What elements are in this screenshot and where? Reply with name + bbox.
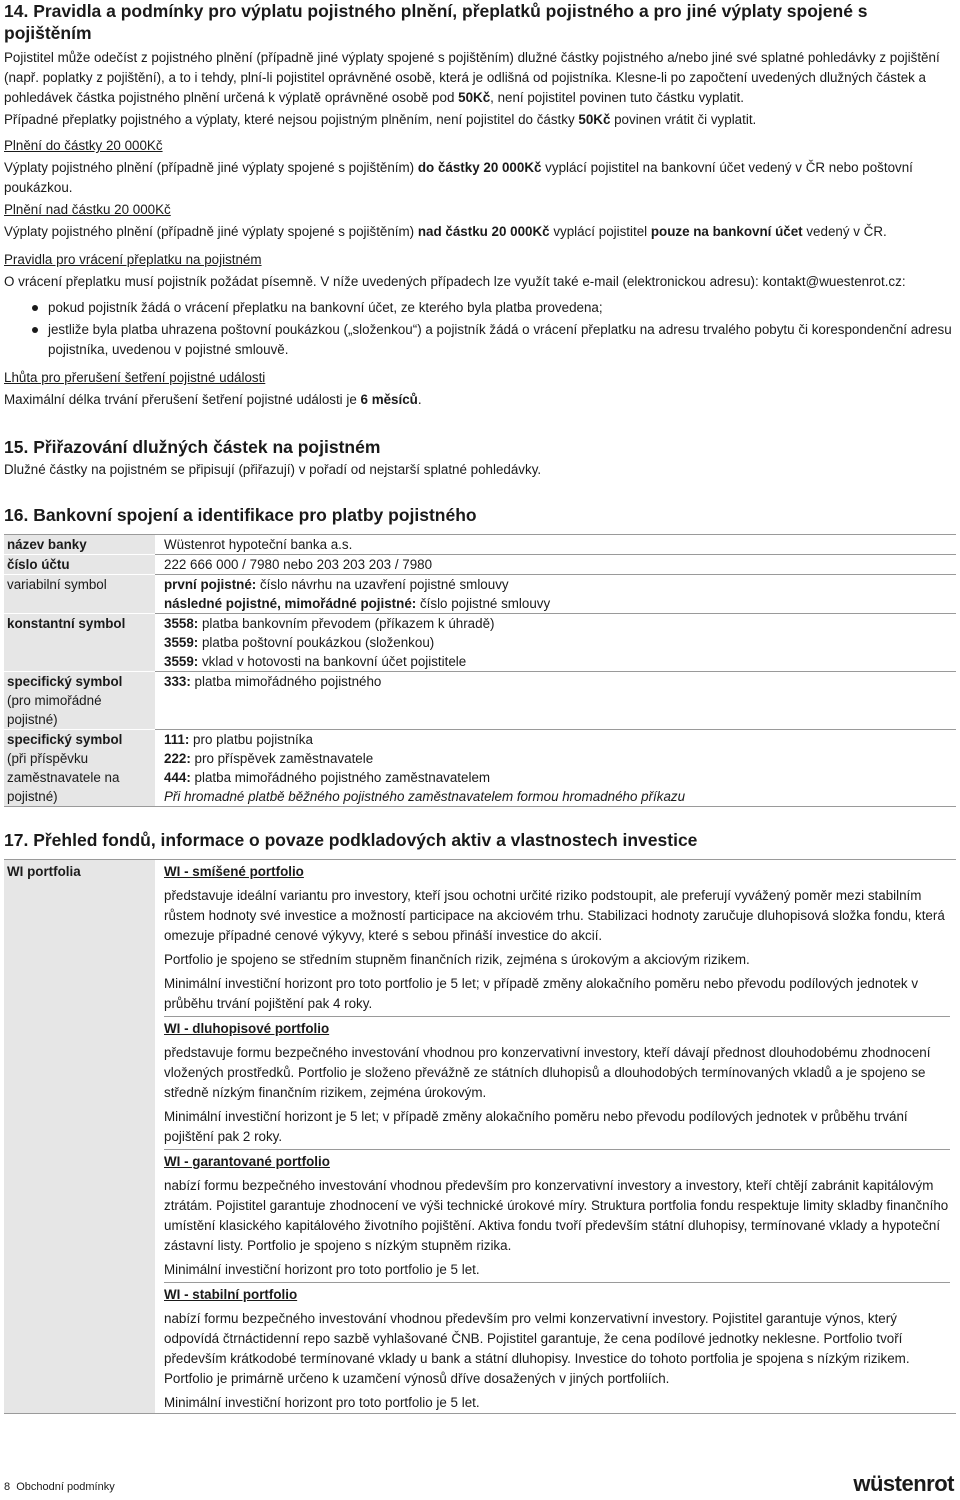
text: platba mimořádného pojistného xyxy=(190,674,382,689)
row-key: číslo účtu xyxy=(4,555,155,575)
label: první pojistné: xyxy=(164,577,257,592)
subheading-plneni-nad: Plnění nad částku 20 000Kč xyxy=(4,202,171,217)
emphasis: 6 měsíců xyxy=(360,392,418,407)
funds-table xyxy=(4,859,956,1414)
value-line xyxy=(164,575,956,594)
label: 333: xyxy=(164,674,191,689)
table-row xyxy=(4,555,956,575)
fund-item xyxy=(164,1149,950,1280)
row-key: variabilní symbol xyxy=(4,575,155,614)
value-line xyxy=(164,672,956,691)
fund-title: WI - dluhopisové portfolio xyxy=(164,1016,950,1039)
s14-paragraph-6 xyxy=(4,390,956,410)
table-row xyxy=(4,730,956,807)
section-15-title: 15. Přiřazování dlužných částek na pojistném xyxy=(4,437,381,457)
row-key: konstantní symbol xyxy=(4,614,155,672)
s14-paragraph-5: O vrácení přeplatku musí pojistník požádat písemně. V níže uvedených případech lze využít také e-mail (elektronickou adresu): kontakt@wuestenrot.cz: xyxy=(4,274,906,289)
text: . xyxy=(417,392,422,407)
row-value xyxy=(155,614,956,672)
row-key xyxy=(4,730,155,807)
label: 222: xyxy=(164,751,191,766)
text: vklad v hotovosti na bankovní účet pojistitele xyxy=(198,654,467,669)
fund-text: Minimální investiční horizont pro toto portfolio je 5 let. xyxy=(164,1395,480,1410)
footer-label: Obchodní podmínky xyxy=(16,1481,115,1493)
page-footer xyxy=(4,1471,956,1498)
key-note: (při příspěvku zaměstnavatele na pojistné) xyxy=(7,751,120,804)
s14-paragraph-3 xyxy=(4,158,956,198)
document-page xyxy=(4,0,956,1414)
fund-text: Minimální investiční horizont je 5 let; v případě změny alokačního poměru nebo převodu podílových jednotek v průběhu trvání pojištění pak 2 roky. xyxy=(164,1109,908,1144)
refund-bullet-list xyxy=(4,298,956,360)
row-value: 222 666 000 / 7980 nebo 203 203 203 / 7980 xyxy=(155,555,956,575)
fund-title: WI - garantované portfolio xyxy=(164,1149,950,1172)
key-note: (pro mimořádné pojistné) xyxy=(7,693,102,727)
amount: do částky 20 000Kč xyxy=(417,160,542,175)
text: vyplácí pojistitel na bankovní účet vedený v ČR nebo poštovní poukázkou. xyxy=(4,160,913,195)
page-number xyxy=(4,1480,115,1494)
section-17-title: 17. Přehled fondů, informace o povaze podkladových aktiv a vlastnostech investice xyxy=(4,830,698,850)
table-row xyxy=(4,575,956,614)
table-row xyxy=(4,672,956,730)
table-row xyxy=(4,535,956,555)
value-line xyxy=(164,652,956,671)
row-value: Wüstenrot hypoteční banka a.s. xyxy=(155,535,956,555)
text: povinen vrátit či vyplatit. xyxy=(610,112,757,127)
amount: 50Kč xyxy=(458,90,491,105)
label: 111: xyxy=(164,732,190,747)
value-line xyxy=(164,749,956,768)
row-value xyxy=(155,575,956,614)
row-key: název banky xyxy=(4,535,155,555)
wuestenrot-logo: wüstenrot xyxy=(853,1471,954,1496)
table-row xyxy=(4,614,956,672)
value-line xyxy=(164,768,956,787)
row-key xyxy=(4,672,155,730)
value-line: Při hromadné platbě běžného pojistného zaměstnavatelem formou hromadného příkazu xyxy=(164,789,686,804)
fund-text: Minimální investiční horizont pro toto portfolio je 5 let; v případě změny alokačního poměru nebo převodu podílových jednotek v průběhu trvání pojištění pak 4 roky. xyxy=(164,976,919,1011)
text: číslo návrhu na uzavření pojistné smlouvy xyxy=(256,577,509,592)
fund-text: nabízí formu bezpečného investování vhodnou především pro konzervativní investory a investory, kteří chtějí zabránit kapitálovým ztrátám. Pojistitel garantuje zhodnocení ve výši technické úrokové míry. Struktura portfolia fondu respektuje limity skladby finančního umístění klasického kapitálového životního pojištění. Aktiva fondu tvoří především státní dluhopisy, termínované vklady a hypoteční zástavní listy. Portfolio je spojeno s nízkým stupněm rizika. xyxy=(164,1178,949,1253)
text: , není pojistitel povinen tuto částku vyplatit. xyxy=(490,90,744,105)
fund-item xyxy=(164,1016,950,1147)
amount: nad částku 20 000Kč xyxy=(417,224,550,239)
value-line xyxy=(164,594,956,613)
text: platba bankovním převodem (příkazem k úhradě) xyxy=(198,616,495,631)
row-value xyxy=(155,730,956,807)
fund-text: představuje formu bezpečného investování vhodnou pro konzervativní investory, kteří dávají přednost dlouhodobému zhodnocení vložených prostředků. Portfolio je složeno převážně ze státních dluhopisů a dlouhodobých termínovaných vkladů a je spojeno se středně nízkým finančním rizikem, zejména úrokovým. xyxy=(164,1045,931,1100)
text: pro příspěvek zaměstnavatele xyxy=(190,751,374,766)
fund-item xyxy=(164,860,950,1014)
emphasis: pouze na bankovní účet xyxy=(650,224,803,239)
text: Výplaty pojistného plnění (případně jiné výplaty spojené s pojištěním) xyxy=(4,224,418,239)
row-value xyxy=(155,672,956,730)
text: Výplaty pojistného plnění (případně jiné výplaty spojené s pojištěním) xyxy=(4,160,418,175)
label: následné pojistné, mimořádné pojistné: xyxy=(164,596,417,611)
label: 3559: xyxy=(164,635,199,650)
fund-title: WI - stabilní portfolio xyxy=(164,1282,950,1305)
key-label: specifický symbol xyxy=(7,732,123,747)
subheading-plneni-do: Plnění do částky 20 000Kč xyxy=(4,138,163,153)
s14-paragraph-1 xyxy=(4,48,956,108)
bank-details-table xyxy=(4,534,956,807)
text: platba mimořádného pojistného zaměstnavatelem xyxy=(190,770,491,785)
fund-text: Portfolio je spojeno se středním stupněm finančních rizik, zejména s úrokovým a akciovým rizikem. xyxy=(164,952,750,967)
label: 3559: xyxy=(164,654,199,669)
value-line xyxy=(164,730,956,749)
section-14-title: 14. Pravidla a podmínky pro výplatu pojistného plnění, přeplatků pojistného a pro jiné výplaty spojené s pojištěním xyxy=(4,1,868,43)
page-num: 8 xyxy=(4,1481,11,1493)
text: číslo pojistné smlouvy xyxy=(416,596,551,611)
funds-list xyxy=(155,860,956,1413)
text: Případné přeplatky pojistného a výplaty, které nejsou pojistným plněním, není pojistitel do částky xyxy=(4,112,579,127)
text: vedený v ČR. xyxy=(802,224,887,239)
text: Maximální délka trvání přerušení šetření pojistné události je xyxy=(4,392,361,407)
fund-text: Minimální investiční horizont pro toto portfolio je 5 let. xyxy=(164,1262,480,1277)
value-line xyxy=(164,633,956,652)
fund-item xyxy=(164,1282,950,1413)
list-item: pokud pojistník žádá o vrácení přeplatku na bankovní účet, ze kterého byla platba provedena; xyxy=(4,298,956,318)
s14-paragraph-4 xyxy=(4,222,956,242)
label: 444: xyxy=(164,770,191,785)
list-item: jestliže byla platba uhrazena poštovní poukázkou („složenkou“) a pojistník žádá o vrácení přeplatku na adresu trvalého pobytu či korespondenční adresu pojistníka, uvedenou v pojistné smlouvě. xyxy=(4,320,956,360)
subheading-lhuta: Lhůta pro přerušení šetření pojistné události xyxy=(4,370,266,385)
subheading-vraceni: Pravidla pro vrácení přeplatku na pojistném xyxy=(4,252,262,267)
s15-text: Dlužné částky na pojistném se připisují (přiřazují) v pořadí od nejstarší splatné pohledávky. xyxy=(4,462,542,477)
fund-text: nabízí formu bezpečného investování vhodnou především pro velmi konzervativní investory. Pojistitel garantuje výnos, který odpovídá čtrnáctidenní repo sazbě vyhlašované ČNB. Pojistitel garantuje, že cena podílové jednotky neklesne. Portfolio tvoří především krátkodobé termínované vklady u bank a státní dluhopisy. Investice do tohoto portfolia je spojena s nízkým rizikem. Portfolio je primárně určeno k uzamčení výnosů dříve dosažených v jiných portfoliích. xyxy=(164,1311,910,1386)
text: pro platbu pojistníka xyxy=(189,732,313,747)
key-label: specifický symbol xyxy=(7,674,123,689)
section-16-title: 16. Bankovní spojení a identifikace pro platby pojistného xyxy=(4,505,477,525)
value-line xyxy=(164,614,956,633)
fund-title: WI - smíšené portfolio xyxy=(164,864,304,879)
amount: 50Kč xyxy=(578,112,611,127)
text: vyplácí pojistitel xyxy=(549,224,651,239)
text: platba poštovní poukázkou (složenkou) xyxy=(198,635,435,650)
funds-key: WI portfolia xyxy=(4,860,155,1413)
fund-text: představuje ideální variantu pro investory, kteří jsou ochotni určité riziko podstoupit, ale preferují vyvážený poměr mezi stabilním růstem hodnoty své investice a možností participace na akciovém trhu. Stabilizaci hodnoty zaručuje dluhopisová složka fondu, která omezuje případné cenové výkyvy, které s sebou přináší investice do akcií. xyxy=(164,888,945,943)
s14-paragraph-2 xyxy=(4,110,956,130)
label: 3558: xyxy=(164,616,199,631)
text: Pojistitel může odečíst z pojistného plnění (případně jiné výplaty spojené s pojištěním) dlužné částky pojistného a/nebo jiné své splatné pohledávky z pojištění (např. poplatky z pojištění), a to i tehdy, plní-li pojistitel oprávněné osobě, která je odlišná od pojistníka. Klesne-li po započtení uvedených dlužných částek a pohledávek částka pojistného plnění určená k výplatě oprávněné osobě pod xyxy=(4,50,940,105)
